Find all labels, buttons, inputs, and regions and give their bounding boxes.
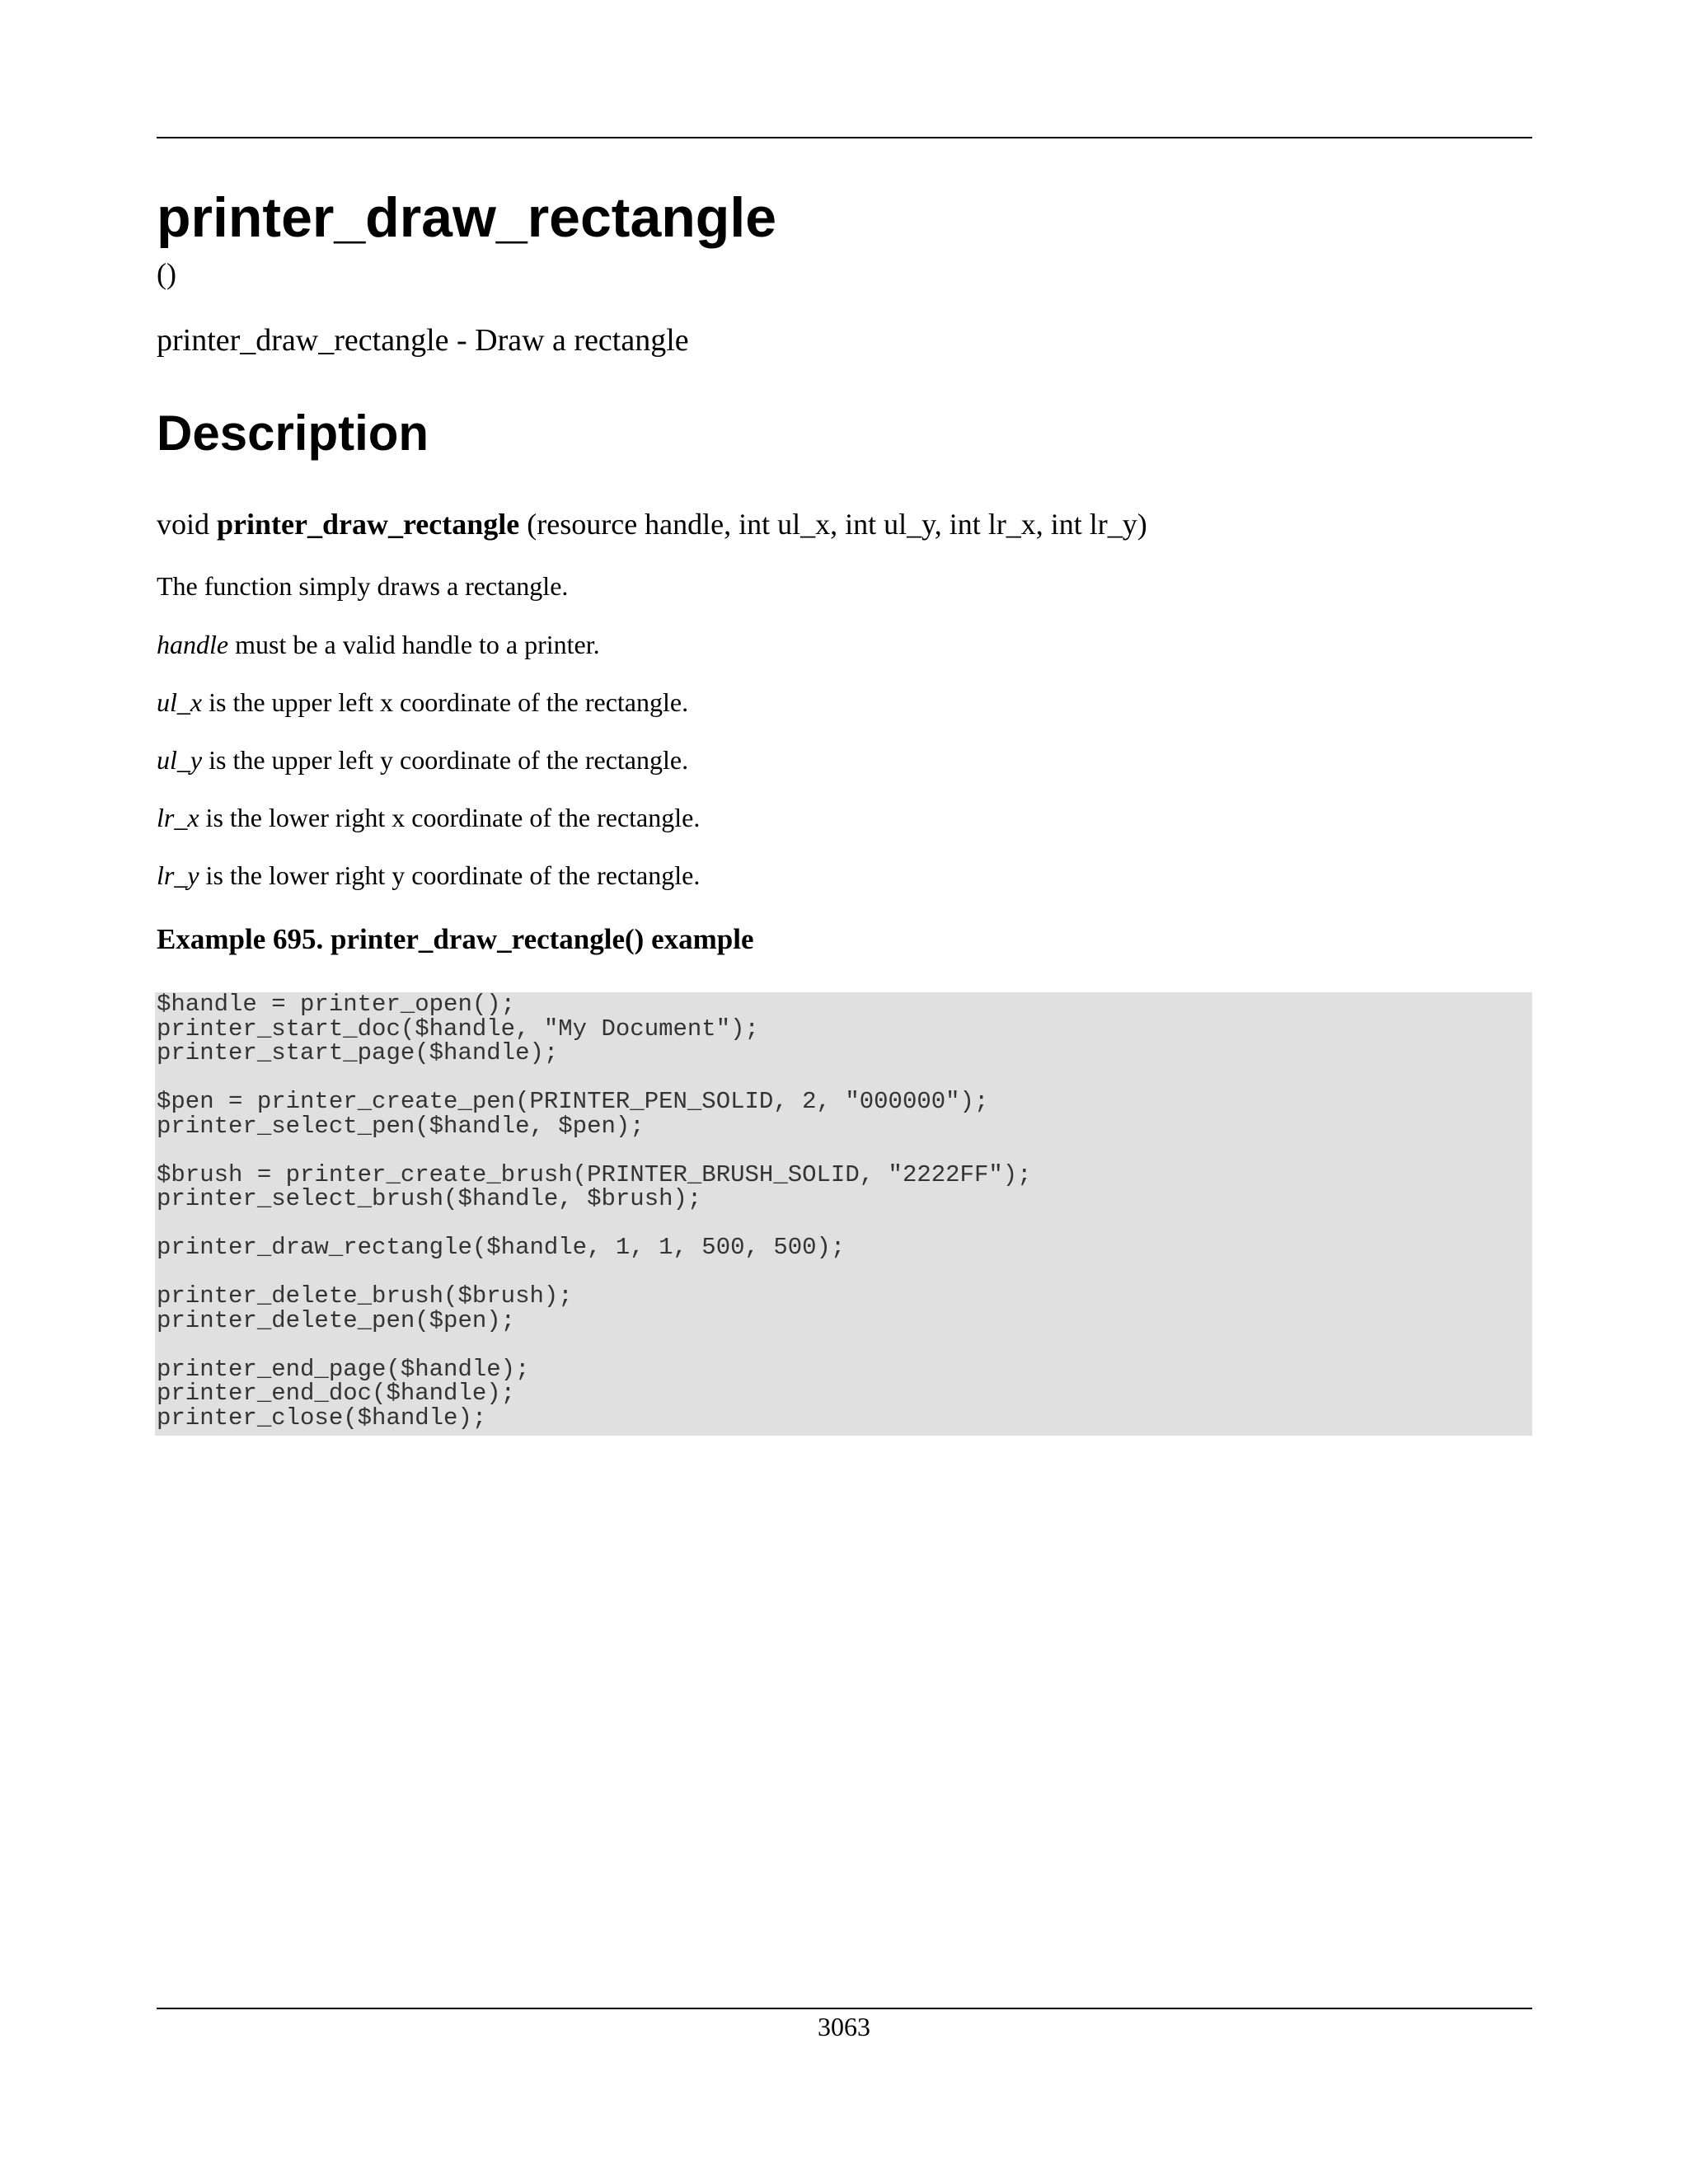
refpurpose: printer_draw_rectangle - Draw a rectangle	[157, 323, 689, 358]
param-name: ul_y	[157, 745, 203, 775]
code-listing: $handle = printer_open(); printer_start_doc($handle, "My Document"); printer_start_page($handle); $pen = printer_create_pen(PRINTER_PEN_SOLID, 2, "000000"); printer_select_pen($handle, $pen); $brush = printer_create_brush(PRINTER_BRUSH_SOLID, "2222FF"); printer_select_brush($handle, $brush); printer_draw_rectangle($handle, 1, 1, 500, 500); printer_delete_brush($brush); printer_delete_pen($pen); printer_end_page($handle); printer_end_doc($handle); printer_close($handle);	[157, 991, 1032, 1432]
section-heading-description: Description	[157, 405, 429, 461]
param-name: handle	[157, 630, 229, 659]
param-description-handle	[157, 631, 600, 658]
param-text: must be a valid handle to a printer.	[228, 630, 600, 659]
footer-rule	[157, 2008, 1532, 2009]
page-number: 3063	[818, 2012, 870, 2041]
param-name: lr_x	[157, 803, 199, 832]
param-text: is the upper left x coordinate of the rectangle.	[202, 687, 689, 717]
page-title: printer_draw_rectangle	[157, 186, 777, 249]
synopsis-params: (resource handle, int ul_x, int ul_y, int lr_x, int lr_y)	[527, 508, 1147, 541]
synopsis-return-type: void	[157, 508, 210, 541]
synopsis-function-name: printer_draw_rectangle	[217, 508, 520, 541]
param-description-ul-y	[157, 747, 688, 773]
param-description-ul-x	[157, 689, 688, 715]
title-parens: ()	[157, 257, 176, 290]
param-description-lr-x	[157, 804, 700, 831]
param-name: lr_y	[157, 860, 199, 890]
param-description-lr-y	[157, 862, 700, 888]
param-text: is the lower right y coordinate of the rectangle.	[199, 860, 701, 890]
param-text: is the lower right x coordinate of the rectangle.	[199, 803, 701, 832]
description-intro: The function simply draws a rectangle.	[157, 571, 569, 601]
example-title: Example 695. printer_draw_rectangle() example	[157, 923, 754, 955]
param-text: is the upper left y coordinate of the rectangle.	[202, 745, 689, 775]
code-example-block	[155, 992, 1532, 1436]
header-rule	[157, 137, 1532, 138]
function-synopsis	[157, 509, 1147, 539]
param-name: ul_x	[157, 687, 203, 717]
